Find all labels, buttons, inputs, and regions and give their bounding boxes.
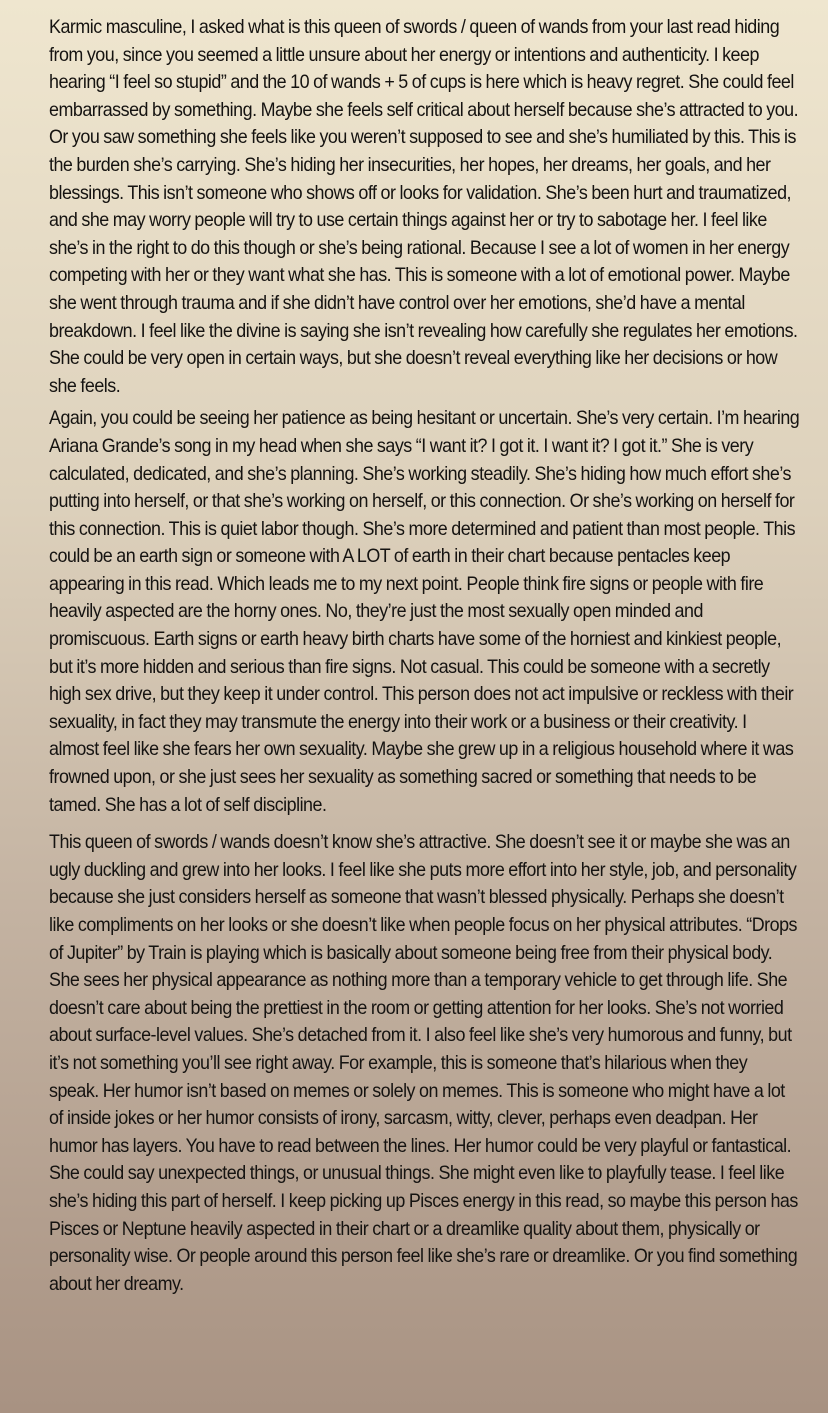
paragraph-patience-earth-sign: Again, you could be seeing her patience as being hesitant or uncertain. She’s very certain. I’m hearing Ariana Grande’s song in my head when she says “I want it? I got it. I want it? I got it.” She is very calculated, dedicated, and she’s planning. She’s working steadily. She’s hiding how much effort she’s putting into herself, or that she’s working on herself, or this connection. Or she’s working on herself for this connection. This is quiet labor though. She’s more determined and patient than most people. This could be an earth sign or someone with A LOT of earth in their chart because pentacles keep appearing in this read. Which leads me to my next point. People think fire signs or people with fire heavily aspected are the horny ones. No, they’re just the most sexually open minded and promiscuous. Earth signs or earth heavy birth charts have some of the horniest and kinkiest people, but it’s more hidden and serious than fire signs. Not casual. This could be someone with a secretly high sex drive, but they keep it under control. This person does not act impulsive or reckless with their sexuality, in fact they may transmute the energy into their work or a business or their creativity. I almost feel like she fears her own sexuality. Maybe she grew up in a religious household where it was frowned upon, or she just sees her sexuality as something sacred or something that needs to be tamed. She has a lot of self discipline.	[49, 407, 800, 816]
paragraph-attractiveness-humor: This queen of swords / wands doesn’t know she’s attractive. She doesn’t see it or maybe she was an ugly duckling and grew into her looks. I feel like she puts more effort into her style, job, and personality because she just considers herself as someone that wasn’t blessed physically. Perhaps she doesn’t like compliments on her looks or she doesn’t like when people focus on her physical attributes. “Drops of Jupiter” by Train is playing which is basically about someone being free from their physical body. She sees her physical appearance as nothing more than a temporary vehicle to get through life. She doesn’t care about being the prettiest in the room or getting attention for her looks. She’s not worried about surface-level values. She’s detached from it. I also feel like she’s very humorous and funny, but it’s not something you’ll see right away. For example, this is someone that’s hilarious when they speak. Her humor isn’t based on memes or solely on memes. This is someone who might have a lot of inside jokes or her humor consists of irony, sarcasm, witty, clever, perhaps even deadpan. Her humor has layers. You have to read between the lines. Her humor could be very playful or fantastical. She could say unexpected things, or unusual things. She might even like to playfully tease. I feel like she’s hiding this part of herself. I keep picking up Pisces energy in this read, so maybe this person has Pisces or Neptune heavily aspected in their chart or a dreamlike quality about them, physically or personality wise. Or people around this person feel like she’s rare or dreamlike. Or you find something about her dreamy.	[49, 831, 798, 1295]
paragraph-karmic-masculine: Karmic masculine, I asked what is this queen of swords / queen of wands from your last read hiding from you, since you seemed a little unsure about her energy or intentions and authenticity. I keep hearing “I feel so stupid” and the 10 of wands + 5 of cups is here which is heavy regret. She could feel embarrassed by something. Maybe she feels self critical about herself because she’s attracted to you. Or you saw something she feels like you weren’t supposed to see and she’s humiliated by this. This is the burden she’s carrying. She’s hiding her insecurities, her hopes, her dreams, her goals, and her blessings. This isn’t someone who shows off or looks for validation. She’s been hurt and traumatized, and she may worry people will try to use certain things against her or try to sabotage her. I feel like she’s in the right to do this though or she’s being rational. Because I see a lot of women in her energy competing with her or they want what she has. This is someone with a lot of emotional power. Maybe she went through trauma and if she didn’t have control over her emotions, she’d have a mental breakdown. I feel like the divine is saying she isn’t revealing how carefully she regulates her emotions. She could be very open in certain ways, but she doesn’t reveal everything like her decisions or how she feels.	[49, 16, 799, 397]
